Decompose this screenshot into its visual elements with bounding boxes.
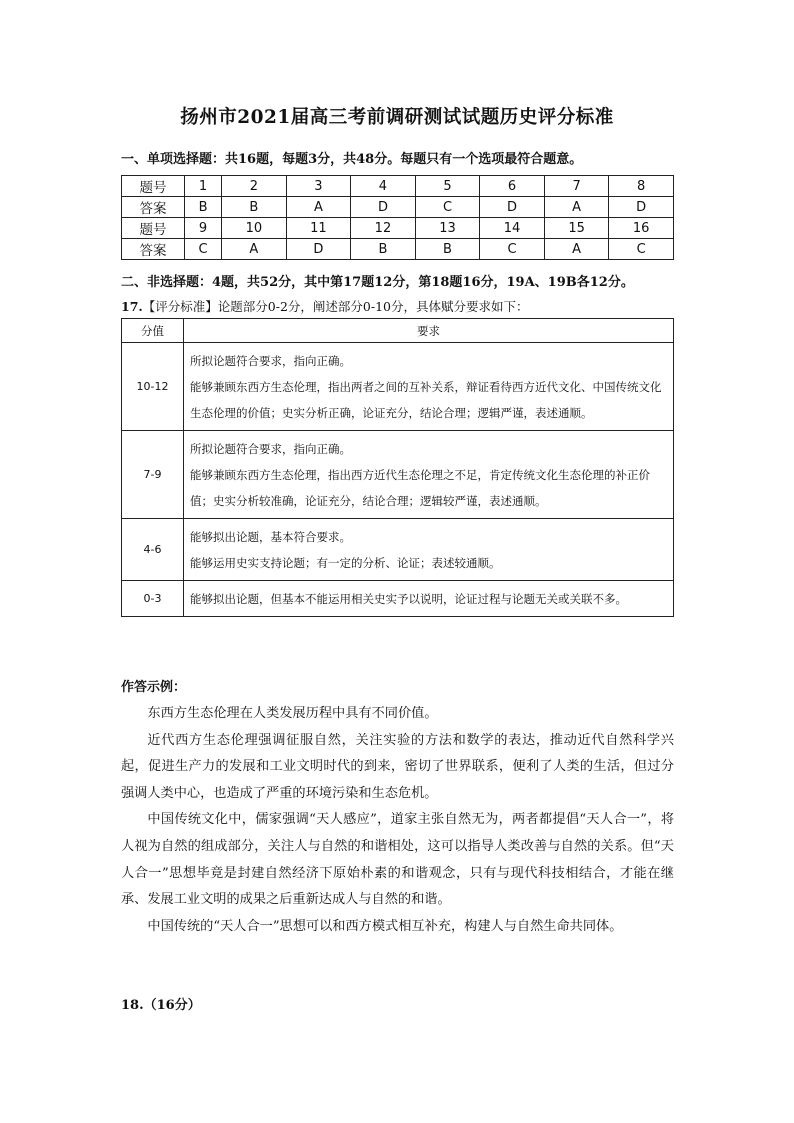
sample-answer-paragraph: 近代西方生态伦理强调征服自然，关注实验的方法和数学的表达，推动近代自然科学兴起，促进生产力的发展和工业文明时代的到来，密切了世界联系，便利了人类的生活，但过分强调人类中心，也造成了严重的环境污染和生态危机。 [121, 732, 674, 801]
answer-key-cell: B [185, 197, 222, 218]
answer-key-row [122, 176, 674, 197]
answer-key-cell: C [415, 197, 480, 218]
answer-key-cell: B [415, 239, 480, 260]
q17-intro-text: 论题部分0-2分，阐述部分0-10分，具体赋分要求如下： [217, 299, 529, 314]
q17-bracket: 【评分标准】 [142, 299, 218, 314]
sample-answer-heading: 作答示例： [121, 680, 187, 695]
rubric-requirement-line: 能够拟出论题，基本符合要求。 [190, 530, 351, 544]
answer-key-cell: C [480, 239, 545, 260]
q17-rubric-table [121, 318, 674, 617]
answer-key-cell: D [351, 197, 416, 218]
rubric-requirement-line: 能够运用史实支持论题；有一定的分析、论证；表述较通顺。 [190, 556, 501, 570]
answer-key-table [121, 175, 674, 260]
sample-answer-paragraph: 东西方生态伦理在人类发展历程中具有不同价值。 [147, 706, 438, 721]
answer-key-cell: 13 [415, 218, 480, 239]
rubric-header-requirement: 要求 [184, 319, 674, 343]
rubric-header-score: 分值 [122, 319, 184, 343]
rubric-requirement-line: 所拟论题符合要求，指向正确。 [190, 442, 351, 456]
rubric-requirement [184, 581, 674, 617]
answer-key-cell: 5 [415, 176, 480, 197]
rubric-row [122, 581, 674, 617]
rubric-requirement [184, 431, 674, 519]
rubric-requirement-line: 能够兼顾东西方生态伦理，指出西方近代生态伦理之不足，肯定传统文化生态伦理的补正价值；史实分析较准确，论证充分，结论合理；逻辑较严谨，表述通顺。 [190, 468, 650, 508]
answer-key-row [122, 218, 674, 239]
answer-key-row [122, 239, 674, 260]
answer-key-cell: 1 [185, 176, 222, 197]
answer-key-cell: A [286, 197, 351, 218]
rubric-requirement [184, 519, 674, 581]
document-title: 扬州市2021届高三考前调研测试试题历史评分标准 [180, 107, 614, 128]
answer-key-cell: C [609, 239, 674, 260]
rubric-requirement-line: 所拟论题符合要求，指向正确。 [190, 354, 351, 368]
answer-key-row-label: 答案 [122, 239, 185, 260]
q17-intro-line [121, 297, 528, 315]
answer-key-cell: A [222, 239, 287, 260]
rubric-requirement-line: 能够兼顾东西方生态伦理，指出两者之间的互补关系，辩证看待西方近代文化、中国传统文化生态伦理的价值；史实分析正确，论证充分，结论合理；逻辑严谨，表述通顺。 [190, 380, 662, 420]
answer-key-cell: 3 [286, 176, 351, 197]
answer-key-cell: D [480, 197, 545, 218]
rubric-score: 7-9 [122, 431, 184, 519]
rubric-requirement-line: 能够拟出论题，但基本不能运用相关史实予以说明，论证过程与论题无关或关联不多。 [190, 592, 627, 606]
rubric-row [122, 431, 674, 519]
rubric-score: 0-3 [122, 581, 184, 617]
answer-key-cell: 14 [480, 218, 545, 239]
answer-key-cell: 16 [609, 218, 674, 239]
answer-key-row-label: 答案 [122, 197, 185, 218]
sample-answer-paragraph: 中国传统的“天人合一”思想可以和西方模式相互补充，构建人与自然生命共同体。 [147, 918, 623, 934]
answer-key-row-label: 题号 [122, 176, 185, 197]
rubric-score: 10-12 [122, 343, 184, 431]
rubric-row [122, 519, 674, 581]
answer-key-cell: D [286, 239, 351, 260]
answer-key-cell: A [544, 197, 609, 218]
answer-key-cell: 12 [351, 218, 416, 239]
answer-key-cell: 4 [351, 176, 416, 197]
answer-key-cell: 2 [222, 176, 287, 197]
answer-key-cell: C [185, 239, 222, 260]
answer-key-cell: 9 [185, 218, 222, 239]
rubric-score: 4-6 [122, 519, 184, 581]
rubric-row [122, 343, 674, 431]
answer-key-cell: 11 [286, 218, 351, 239]
answer-key-row-label: 题号 [122, 218, 185, 239]
q17-number: 17. [121, 299, 143, 314]
answer-key-cell: D [609, 197, 674, 218]
rubric-requirement [184, 343, 674, 431]
answer-key-row [122, 197, 674, 218]
section1-heading: 一、单项选择题：共16题，每题3分，共48分。每题只有一个选项最符合题意。 [121, 152, 583, 167]
answer-key-cell: 8 [609, 176, 674, 197]
answer-key-cell: 6 [480, 176, 545, 197]
section2-heading: 二、非选择题：4题，共52分，其中第17题12分，第18题16分，19A、19B各12分。 [121, 275, 634, 290]
sample-answer-paragraph: 中国传统文化中，儒家强调“天人感应”，道家主张自然无为，两者都提倡“天人合一”，将人视为自然的组成部分，关注人与自然的和谐相处，这可以指导人类改善与自然的关系。但“天人合一”思想毕竟是封建自然经济下原始朴素的和谐观念，只有与现代科技相结合，才能在继承、发展工业文明的成果之后重新达成人与自然的和谐。 [121, 812, 674, 908]
answer-key-cell: 15 [544, 218, 609, 239]
answer-key-cell: 10 [222, 218, 287, 239]
answer-key-cell: A [544, 239, 609, 260]
sample-answer-body [121, 701, 674, 940]
answer-key-cell: B [222, 197, 287, 218]
answer-key-cell: 7 [544, 176, 609, 197]
rubric-header-row [122, 319, 674, 343]
answer-key-cell: B [351, 239, 416, 260]
q18-heading: 18.（16分） [121, 998, 201, 1013]
